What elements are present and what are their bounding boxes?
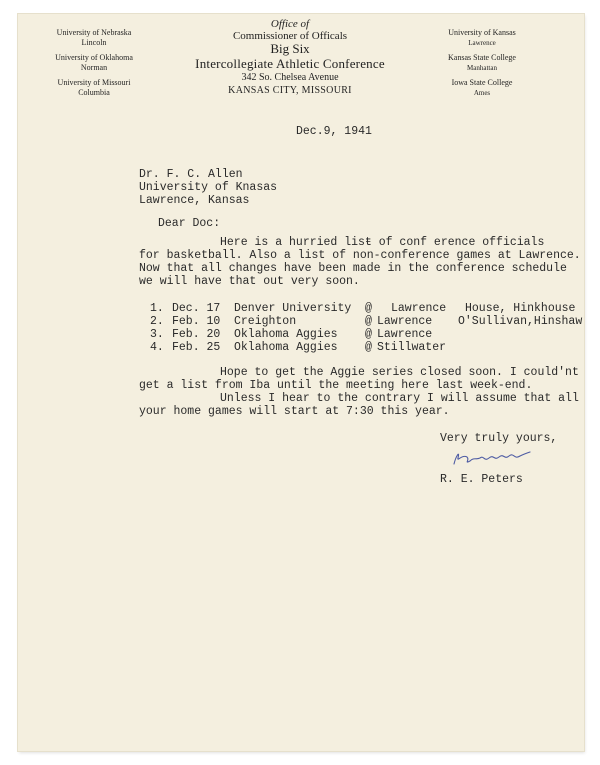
letterhead-right-members [437, 28, 527, 103]
member-university: Kansas State College [448, 53, 516, 62]
letterhead-center [170, 18, 410, 97]
letterhead-left-members [49, 28, 139, 103]
game-opponent: Oklahoma Aggies [234, 341, 338, 354]
body-line: your home games will start at 7:30 this year. [139, 405, 450, 418]
game-number: 4. [150, 341, 164, 354]
salutation: Dear Doc: [158, 217, 221, 230]
member-university: University of Oklahoma [55, 53, 133, 62]
member-city: Columbia [78, 88, 110, 97]
game-number: 1. [150, 302, 164, 315]
street-address: 342 So. Chelsea Avenue [241, 72, 339, 83]
signer-name: R. E. Peters [440, 473, 523, 486]
game-site: Lawrence [391, 302, 447, 315]
recipient-city: Lawrence, Kansas [139, 194, 250, 207]
letter-date: Dec.9, 1941 [296, 125, 372, 138]
city-address: KANSAS CITY, MISSOURI [228, 85, 352, 96]
body-line: Here is a hurried lisŧ of conf erence officials [220, 236, 545, 249]
game-at: @ [365, 302, 372, 315]
recipient-name: Dr. F. C. Allen [139, 168, 243, 181]
game-opponent: Denver University [234, 302, 352, 315]
member-city: Manhattan [467, 64, 497, 72]
member-city: Norman [80, 63, 108, 72]
member-university: University of Missouri [57, 78, 131, 87]
game-at: @ [365, 341, 372, 354]
game-number: 3. [150, 328, 164, 341]
game-site: Lawrence [377, 315, 433, 328]
game-opponent: Oklahoma Aggies [234, 328, 338, 341]
game-site: Lawrence [377, 328, 433, 341]
game-date: Feb. 20 [172, 328, 221, 341]
office-title: Commissioner of Officals [232, 30, 348, 42]
closing: Very truly yours, [440, 432, 558, 445]
member-university: University of Nebraska [56, 28, 132, 37]
member-city: Lincoln [81, 38, 107, 47]
game-date: Feb. 25 [172, 341, 221, 354]
game-at: @ [365, 315, 372, 328]
game-officials: O'Sullivan,Hinshaw [458, 315, 583, 328]
game-number: 2. [150, 315, 164, 328]
body-line: for basketball. Also a list of non-conference games at Lawrence. [139, 249, 581, 262]
member-city: Lawrence [468, 39, 496, 47]
big-six-title: Big Six [270, 41, 310, 56]
conference-name: Intercollegiate Athletic Conference [195, 56, 385, 71]
handwritten-signature [434, 442, 544, 472]
body-line: Now that all changes have been made in the conference schedule [139, 262, 567, 275]
game-at: @ [365, 328, 372, 341]
body-line: we will have that out very soon. [139, 275, 360, 288]
body-line: Hope to get the Aggie series closed soon. I could'nt [220, 366, 579, 379]
body-line: Unless I hear to the contrary I will assume that all [220, 392, 579, 405]
recipient-org: University of Knasas [139, 181, 278, 194]
member-university: Iowa State College [451, 78, 513, 87]
game-date: Dec. 17 [172, 302, 221, 315]
body-line: get a list from Iba until the meeting here last week-end. [139, 379, 533, 392]
game-officials: House, Hinkhouse [465, 302, 576, 315]
member-university: University of Kansas [448, 28, 516, 37]
member-city: Ames [473, 89, 491, 97]
game-site: Stillwater [377, 341, 447, 354]
game-opponent: Creighton [234, 315, 297, 328]
game-date: Feb. 10 [172, 315, 221, 328]
office-line: Office of [270, 18, 310, 30]
